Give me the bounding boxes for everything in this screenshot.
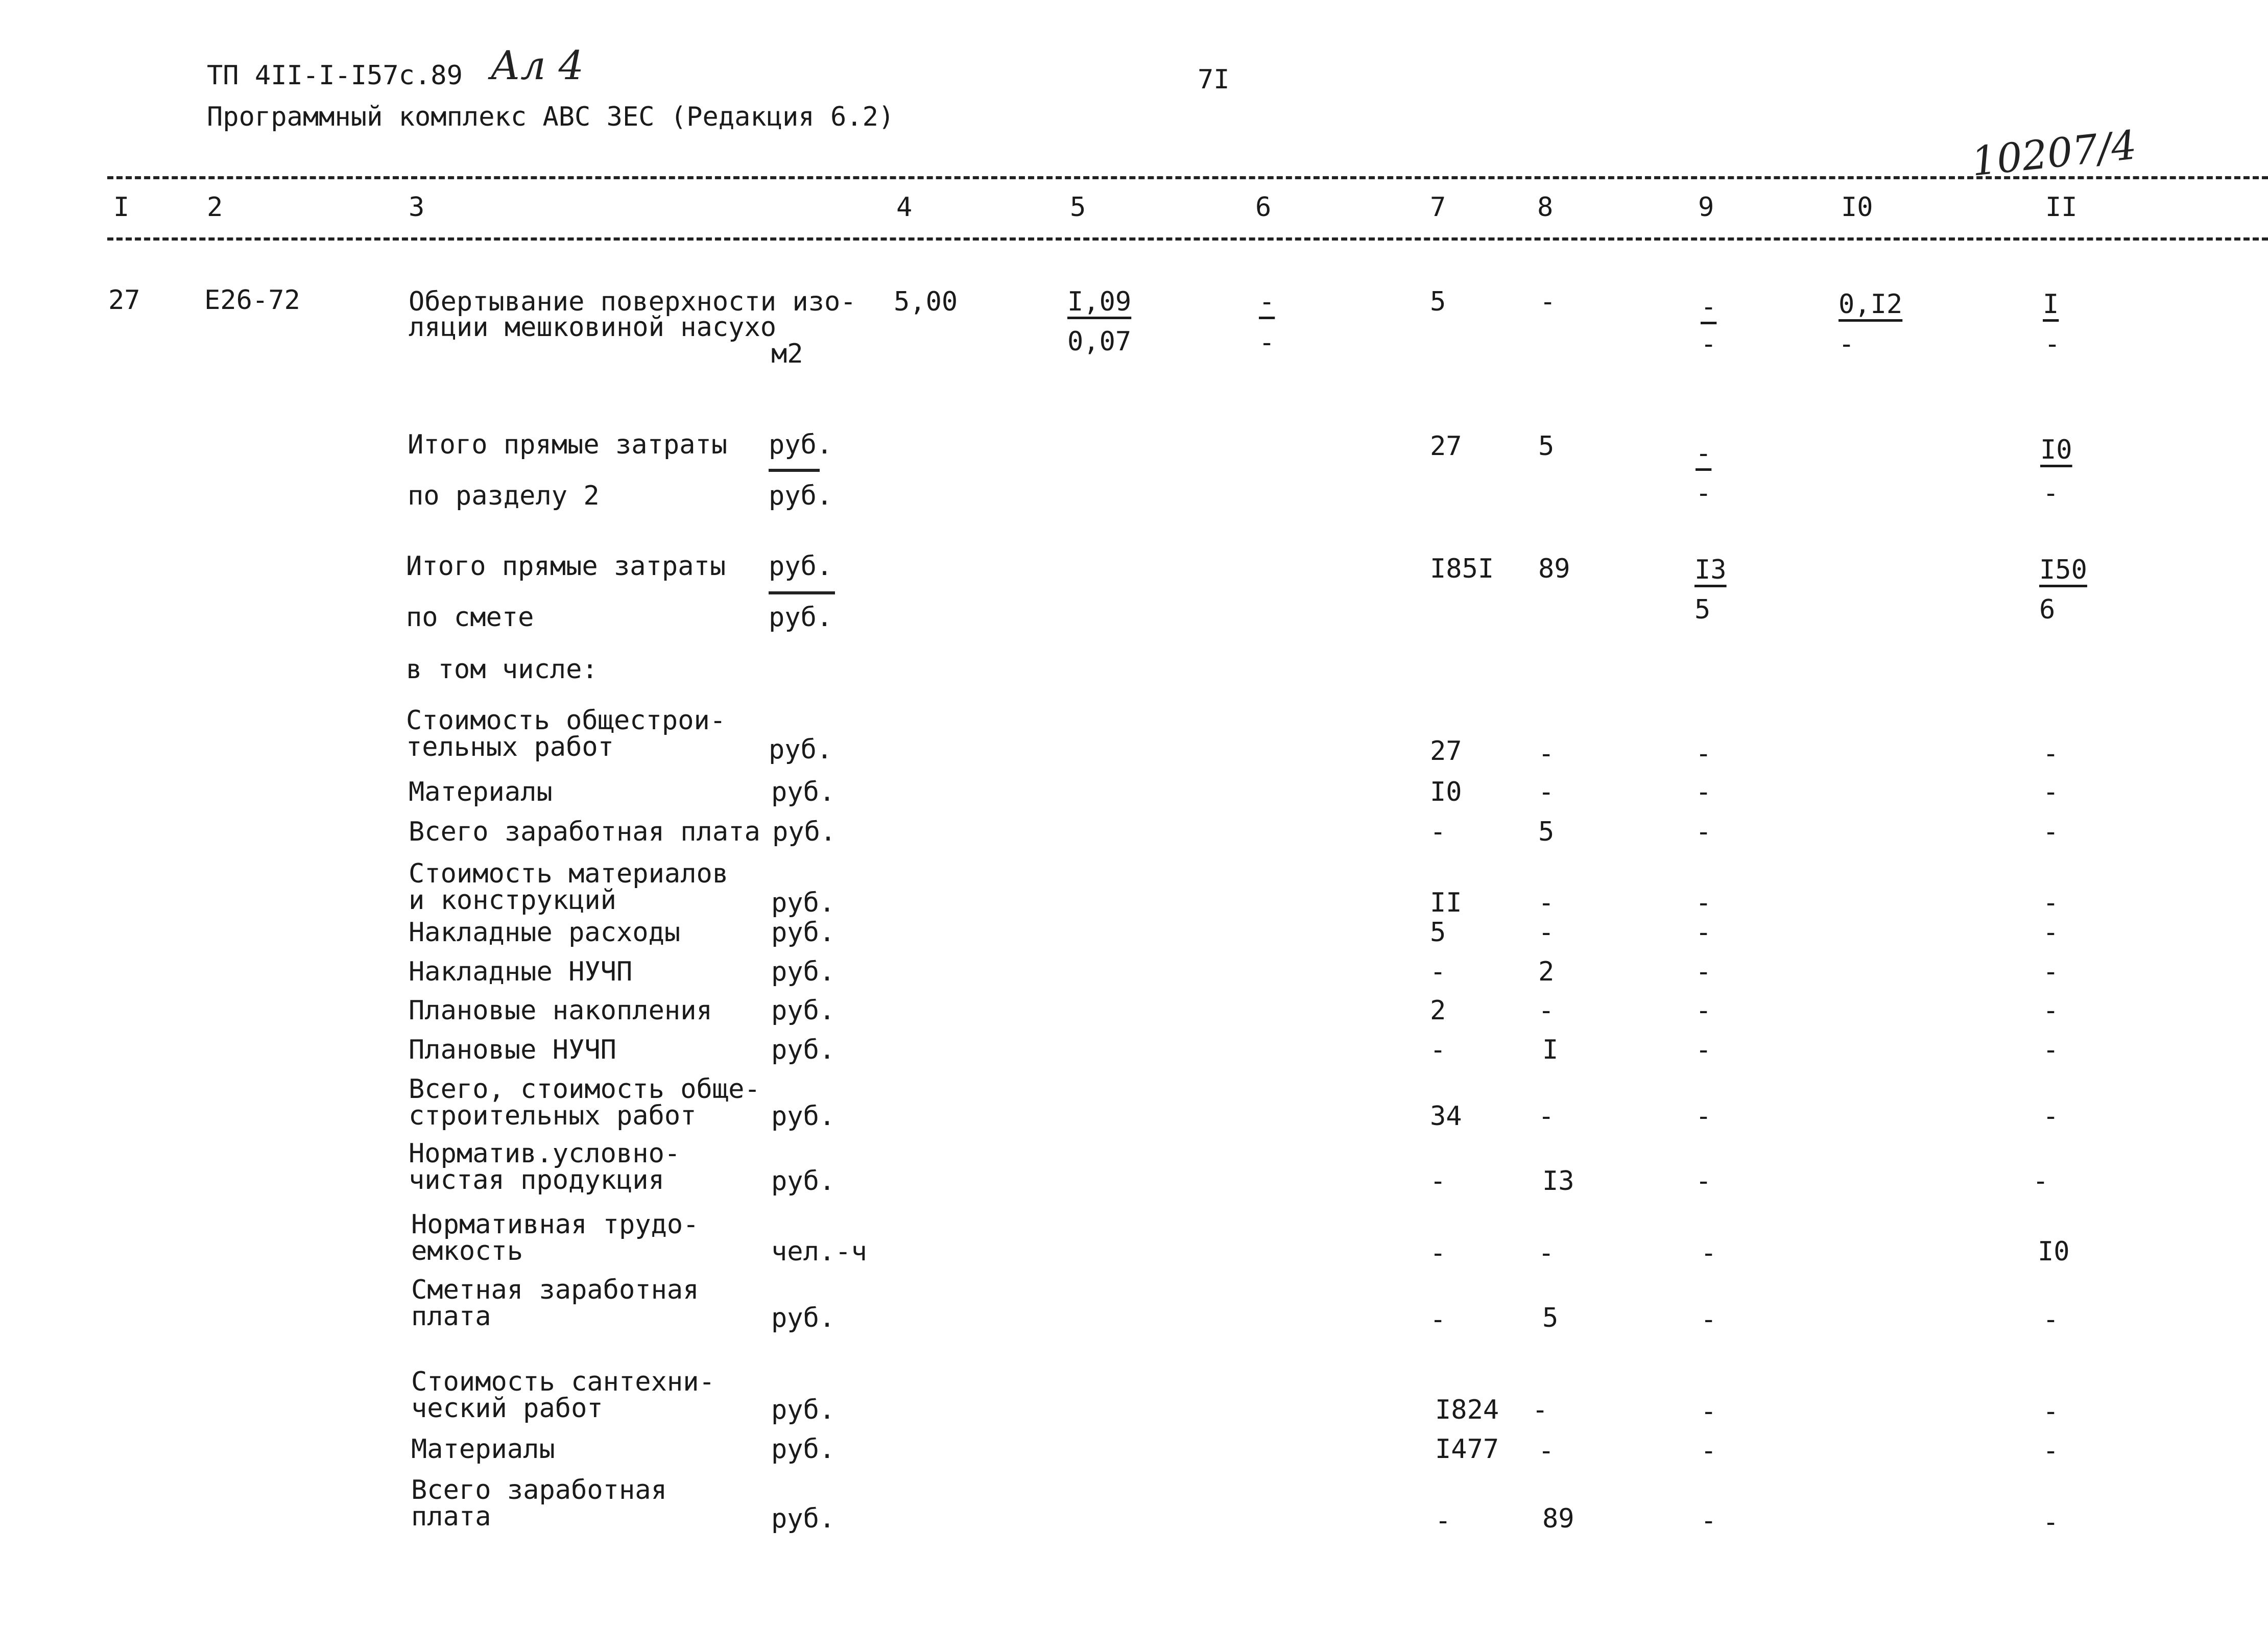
- col5-top: I,09: [1067, 286, 1132, 317]
- breakdown-col9: -: [1701, 1396, 1717, 1427]
- total-unit-rule: [769, 591, 835, 594]
- breakdown-label-cont: плата: [411, 1301, 491, 1332]
- breakdown-col11: -: [2043, 1507, 2059, 1538]
- column-header: II: [2045, 192, 2078, 223]
- including-label: в том числе:: [406, 654, 598, 685]
- column-header: 8: [1537, 192, 1554, 223]
- breakdown-col9: -: [1696, 888, 1712, 918]
- total-unit-rule: [769, 469, 820, 472]
- total-unit: руб.: [769, 429, 833, 460]
- breakdown-label-cont: плата: [411, 1501, 491, 1532]
- breakdown-label: Нормативная трудо-: [411, 1209, 699, 1240]
- breakdown-unit: руб.: [771, 1395, 835, 1425]
- column-header: I: [113, 192, 130, 223]
- page-number: 7I: [1198, 64, 1230, 95]
- column-header: 5: [1070, 192, 1086, 223]
- total-label-cont: по разделу 2: [408, 481, 600, 511]
- item-name-cont: ляции мешковиной насухо: [409, 312, 777, 343]
- breakdown-label: Норматив.условно-: [409, 1138, 681, 1169]
- breakdown-col7: -: [1430, 1304, 1446, 1335]
- breakdown-col9: -: [1696, 1166, 1712, 1197]
- breakdown-col7: 34: [1430, 1101, 1462, 1132]
- breakdown-label: Накладные расходы: [409, 917, 681, 948]
- breakdown-col7: -: [1430, 1035, 1446, 1065]
- breakdown-col9: -: [1696, 995, 1712, 1026]
- breakdown-unit: руб.: [771, 995, 835, 1026]
- column-header: I0: [1841, 192, 1873, 223]
- breakdown-label: Всего заработная плата: [409, 817, 760, 847]
- breakdown-unit: руб.: [771, 956, 835, 987]
- breakdown-unit: руб.: [771, 1035, 835, 1065]
- col9-bottom: -: [1701, 329, 1717, 360]
- column-header: 4: [896, 192, 913, 223]
- breakdown-label: Материалы: [411, 1434, 555, 1465]
- breakdown-col9: -: [1696, 1101, 1712, 1132]
- col5-bottom: 0,07: [1067, 326, 1132, 357]
- breakdown-unit: руб.: [771, 1503, 835, 1534]
- handwritten-ref: 10207/4: [1969, 122, 2139, 185]
- breakdown-col8: -: [1532, 1395, 1548, 1425]
- breakdown-col8: -: [1538, 917, 1555, 948]
- breakdown-col9: -: [1701, 1304, 1717, 1335]
- item-name: Обертывание поверхности изо-: [409, 286, 856, 317]
- total-col9-top: I3: [1694, 555, 1727, 585]
- item-quantity: 5,00: [894, 286, 958, 317]
- column-header: 7: [1430, 192, 1446, 223]
- breakdown-unit: руб.: [771, 1434, 835, 1465]
- breakdown-col8: I: [1542, 1035, 1559, 1065]
- breakdown-col11: -: [2033, 1166, 2049, 1197]
- breakdown-col9: -: [1696, 738, 1712, 769]
- breakdown-col8: -: [1538, 777, 1555, 807]
- breakdown-label: Всего заработная: [411, 1475, 667, 1505]
- breakdown-col8: 5: [1542, 1303, 1559, 1333]
- breakdown-col7: -: [1430, 1166, 1446, 1197]
- breakdown-col7: 5: [1430, 917, 1446, 948]
- item-unit: м2: [771, 339, 803, 369]
- breakdown-label-cont: и конструкций: [409, 885, 616, 916]
- document-code: ТП 4II-I-I57с.89: [207, 60, 463, 91]
- breakdown-label: Материалы: [409, 777, 553, 807]
- breakdown-col7: -: [1435, 1505, 1451, 1536]
- breakdown-unit: руб.: [771, 1303, 835, 1333]
- total-col7: I85I: [1430, 554, 1494, 584]
- total-col7: 27: [1430, 431, 1462, 462]
- breakdown-label-cont: строительных работ: [409, 1101, 697, 1131]
- breakdown-label: Стоимость сантехни-: [411, 1367, 715, 1397]
- col10-top: 0,I2: [1839, 289, 1903, 320]
- breakdown-col11: -: [2043, 1396, 2059, 1427]
- total-col11-bottom: 6: [2039, 594, 2056, 625]
- breakdown-col8: -: [1538, 1436, 1555, 1466]
- breakdown-label-cont: тельных работ: [406, 732, 614, 762]
- breakdown-col8: 89: [1542, 1503, 1574, 1534]
- total-unit: руб.: [769, 551, 833, 582]
- breakdown-unit: руб.: [771, 917, 835, 948]
- handwritten-mark: Ал 4: [490, 43, 584, 89]
- breakdown-col11: -: [2043, 888, 2059, 918]
- column-header: 2: [207, 192, 223, 223]
- breakdown-col11: -: [2043, 777, 2059, 807]
- col8-value: -: [1540, 286, 1556, 317]
- breakdown-col8: 2: [1538, 956, 1555, 987]
- breakdown-label: Сметная заработная: [411, 1275, 699, 1305]
- breakdown-col9: -: [1696, 1035, 1712, 1065]
- breakdown-col9: -: [1696, 777, 1712, 807]
- breakdown-unit: руб.: [769, 734, 833, 765]
- breakdown-label: Плановые накопления: [409, 995, 712, 1026]
- breakdown-label: Накладные НУЧП: [409, 956, 633, 987]
- breakdown-col11: -: [2043, 1436, 2059, 1466]
- total-label: Итого прямые затраты: [406, 551, 726, 582]
- breakdown-unit: руб.: [771, 888, 835, 918]
- breakdown-col7: 2: [1430, 995, 1446, 1026]
- total-unit-cont: руб.: [769, 602, 833, 633]
- total-label-cont: по смете: [406, 602, 534, 633]
- breakdown-col8: -: [1538, 995, 1555, 1026]
- total-col11-top: I0: [2040, 435, 2072, 465]
- breakdown-label-cont: ческий работ: [411, 1393, 603, 1424]
- item-code: Е26-72: [204, 285, 300, 316]
- breakdown-unit: руб.: [772, 817, 837, 847]
- total-col11-top: I50: [2039, 555, 2087, 585]
- breakdown-col7: I824: [1435, 1395, 1499, 1425]
- breakdown-col7: -: [1430, 817, 1446, 847]
- breakdown-col11: -: [2043, 956, 2059, 987]
- col6-top: -: [1259, 286, 1275, 317]
- breakdown-unit: руб.: [771, 1101, 835, 1132]
- total-col8: 89: [1538, 554, 1570, 584]
- breakdown-col7: -: [1430, 956, 1446, 987]
- breakdown-label: Плановые НУЧП: [409, 1035, 616, 1065]
- col11-bottom: -: [2044, 329, 2061, 360]
- col6-bottom: -: [1259, 327, 1275, 358]
- column-header: 9: [1698, 192, 1714, 223]
- col9-top: -: [1701, 292, 1717, 322]
- breakdown-col9: -: [1701, 1238, 1717, 1269]
- item-number: 27: [108, 285, 140, 316]
- breakdown-col9: -: [1696, 817, 1712, 847]
- breakdown-label: Стоимость общестрои-: [406, 705, 726, 736]
- breakdown-col11: -: [2043, 917, 2059, 948]
- program-title: Программный комплекс АВС ЗЕС (Редакция 6.2): [207, 102, 895, 132]
- breakdown-col11: -: [2043, 738, 2059, 769]
- breakdown-col8: -: [1538, 1101, 1555, 1132]
- breakdown-col11: -: [2043, 817, 2059, 847]
- breakdown-unit: руб.: [771, 777, 835, 807]
- breakdown-col8: -: [1538, 1238, 1555, 1269]
- breakdown-unit: руб.: [771, 1166, 835, 1197]
- column-header: 6: [1255, 192, 1272, 223]
- breakdown-col9: -: [1696, 917, 1712, 948]
- breakdown-col9: -: [1701, 1436, 1717, 1466]
- header-top-rule: [107, 176, 2268, 179]
- col11-top: I: [2043, 289, 2059, 320]
- total-col9-bottom: 5: [1694, 594, 1711, 625]
- col7-value: 5: [1430, 286, 1446, 317]
- breakdown-col8: -: [1538, 738, 1555, 769]
- breakdown-col7: 27: [1430, 736, 1462, 767]
- breakdown-col11: -: [2043, 995, 2059, 1026]
- total-unit-cont: руб.: [769, 481, 833, 511]
- breakdown-col7: I0: [1430, 777, 1462, 807]
- breakdown-col9: -: [1701, 1505, 1717, 1536]
- breakdown-col11: -: [2043, 1035, 2059, 1065]
- breakdown-col8: 5: [1538, 817, 1555, 847]
- header-bottom-rule: [107, 237, 2268, 241]
- breakdown-label-cont: чистая продукция: [409, 1165, 664, 1195]
- breakdown-col7: II: [1430, 888, 1462, 918]
- total-col9-bottom: -: [1696, 478, 1712, 509]
- breakdown-col8: I3: [1542, 1166, 1574, 1197]
- breakdown-col9: -: [1696, 956, 1712, 987]
- breakdown-col7: I477: [1435, 1434, 1499, 1465]
- breakdown-col11: I0: [2038, 1236, 2070, 1267]
- breakdown-label: Стоимость материалов: [409, 858, 729, 889]
- breakdown-col11: -: [2043, 1101, 2059, 1132]
- total-col11-bottom: -: [2043, 478, 2059, 509]
- breakdown-label: Всего, стоимость обще-: [409, 1074, 760, 1105]
- breakdown-col7: -: [1430, 1238, 1446, 1269]
- total-col9-top: -: [1696, 438, 1712, 469]
- total-label: Итого прямые затраты: [408, 429, 728, 460]
- breakdown-unit: чел.-ч: [771, 1236, 867, 1267]
- col10-bottom: -: [1839, 329, 1855, 360]
- breakdown-col8: -: [1538, 888, 1555, 918]
- breakdown-label-cont: емкость: [411, 1236, 523, 1266]
- column-header: 3: [409, 192, 425, 223]
- total-col8: 5: [1538, 431, 1555, 462]
- breakdown-col11: -: [2043, 1304, 2059, 1335]
